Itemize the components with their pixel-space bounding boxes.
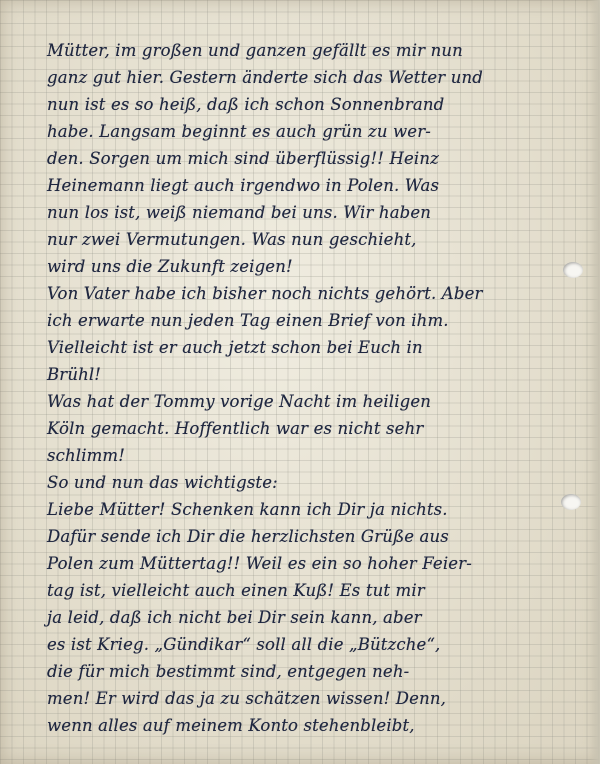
text-line: Was hat der Tommy vorige Nacht im heiligen <box>47 392 432 411</box>
text-line: es ist Krieg. „Gündikar“ soll all die „Bützche“, <box>47 635 441 654</box>
text-line: wenn alles auf meinem Konto stehenbleibt, <box>47 716 415 735</box>
text-line: schlimm! <box>47 446 126 465</box>
text-line: Brühl! <box>47 365 102 384</box>
text-line: Köln gemacht. Hoffentlich war es nicht sehr <box>47 419 424 438</box>
text-line: ich erwarte nun jeden Tag einen Brief von ihm. <box>47 311 449 330</box>
text-line: Mütter, im großen und ganzen gefällt es mir nun <box>47 41 463 60</box>
text-line: nun los ist, weiß niemand bei uns. Wir haben <box>47 203 432 222</box>
text-line: den. Sorgen um mich sind überflüssig!! Heinz <box>47 149 439 168</box>
text-line: habe. Langsam beginnt es auch grün zu wer- <box>47 122 431 141</box>
text-line: Heinemann liegt auch irgendwo in Polen. Was <box>47 176 440 195</box>
text-line: die für mich bestimmt sind, entgegen neh- <box>47 662 410 681</box>
text-line: Polen zum Müttertag!! Weil es ein so hoher Feier- <box>47 554 472 573</box>
text-line: nur zwei Vermutungen. Was nun geschieht, <box>47 230 417 249</box>
text-line: nun ist es so heiß, daß ich schon Sonnenbrand <box>47 95 445 114</box>
text-line: Vielleicht ist er auch jetzt schon bei Euch in <box>47 338 423 357</box>
text-line: Von Vater habe ich bisher noch nichts gehört. Aber <box>47 284 483 303</box>
text-line: wird uns die Zukunft zeigen! <box>47 257 293 276</box>
text-line: ganz gut hier. Gestern änderte sich das Wetter und <box>47 68 483 87</box>
text-line: So und nun das wichtigste: <box>47 473 278 492</box>
text-line: Liebe Mütter! Schenken kann ich Dir ja nichts. <box>47 500 448 519</box>
text-line: ja leid, daß ich nicht bei Dir sein kann, aber <box>47 608 422 627</box>
text-line: Dafür sende ich Dir die herzlichsten Grüße aus <box>47 527 449 546</box>
text-line: men! Er wird das ja zu schätzen wissen! Denn, <box>47 689 447 708</box>
text-line: tag ist, vielleicht auch einen Kuß! Es tut mir <box>47 581 425 600</box>
